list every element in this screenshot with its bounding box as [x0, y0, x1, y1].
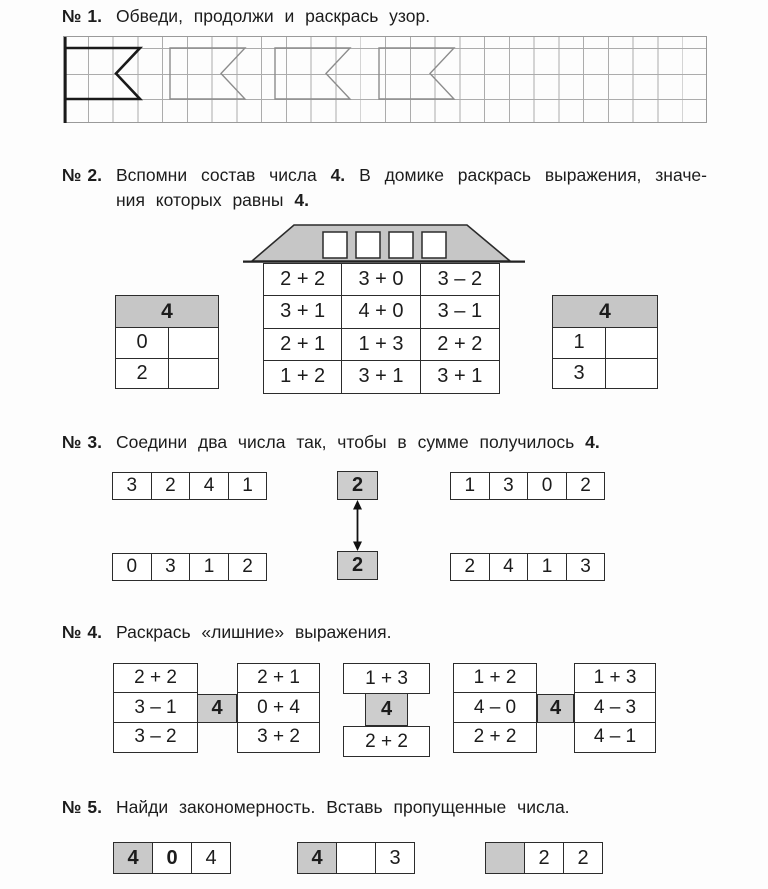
composition-table-left [115, 295, 219, 389]
number-cell: 2 [525, 843, 564, 873]
house-table [263, 263, 500, 394]
answer-cell[interactable] [169, 359, 218, 389]
table-row [116, 358, 218, 389]
task5-title [62, 795, 570, 820]
answer-cell[interactable] [486, 843, 525, 873]
task1-number: № 1. [62, 6, 102, 26]
number-cell[interactable]: 3 [580, 556, 591, 577]
expression-column [237, 663, 320, 753]
expression-cell[interactable]: 3 – 1 [114, 693, 197, 722]
pattern-strip-2 [297, 842, 415, 874]
roof-window [422, 232, 446, 258]
number-cell[interactable]: 4 [490, 554, 529, 580]
number-strip-top-left [112, 472, 267, 500]
given-number-cell: 4 [114, 843, 153, 873]
roof-shape [252, 225, 510, 261]
given-number-cell: 1 [553, 328, 606, 358]
expression-cell[interactable]: 1 + 2 [264, 361, 342, 393]
given-center-cell: 2 [337, 471, 378, 500]
given-center-cell: 2 [337, 551, 378, 580]
table-header: 4 [116, 296, 218, 328]
answer-cell[interactable] [169, 328, 218, 358]
number-cell: 0 [153, 843, 192, 873]
number-cell: 4 [205, 846, 217, 869]
number-cell[interactable]: 3 [152, 554, 191, 580]
task2-text-line2: ния которых равны 4. [116, 190, 309, 210]
table-row [553, 328, 657, 358]
number-cell: 3 [389, 846, 401, 869]
expression-cell[interactable]: 1 + 3 [365, 667, 408, 689]
house-roof [238, 219, 530, 266]
expression-column [574, 663, 656, 753]
expression-cell[interactable]: 3 + 1 [342, 361, 420, 393]
number-cell[interactable]: 2 [451, 554, 490, 580]
expression-cell[interactable]: 1 + 2 [454, 664, 536, 693]
expression-cell[interactable]: 2 + 1 [238, 664, 319, 693]
pattern-strip-3 [485, 842, 603, 874]
roof-window [389, 232, 413, 258]
given-center-cell: 4 [537, 694, 574, 723]
expression-cell[interactable]: 4 – 1 [593, 726, 637, 748]
expression-cell[interactable]: 1 + 3 [575, 664, 655, 693]
expression-cell[interactable]: 3 – 2 [134, 726, 177, 748]
number-cell: 2 [577, 846, 589, 869]
roof-window [356, 232, 380, 258]
expression-cell[interactable]: 4 – 3 [575, 693, 655, 722]
task4-title [62, 620, 392, 645]
flag-shape [170, 48, 245, 99]
number-cell[interactable]: 0 [528, 473, 567, 499]
table-header: 4 [553, 296, 657, 328]
task5-number: № 5. [62, 797, 102, 817]
expression-cell[interactable]: 3 – 2 [421, 264, 499, 296]
task4-text: Раскрась «лишние» выражения. [116, 622, 392, 642]
given-center-cell: 4 [197, 694, 237, 723]
task2-title [62, 163, 707, 213]
expression-box [343, 726, 430, 757]
composition-table-right [552, 295, 658, 389]
answer-cell[interactable] [337, 843, 376, 873]
expression-cell[interactable]: 3 + 1 [437, 365, 483, 388]
expression-cell[interactable]: 2 + 2 [114, 664, 197, 693]
number-cell[interactable]: 2 [242, 556, 253, 577]
task1-text: Обведи, продолжи и раскрась узор. [116, 6, 431, 26]
expression-cell[interactable]: 4 + 0 [342, 296, 420, 328]
flag-shape-bold [65, 48, 140, 99]
given-number-cell: 4 [298, 843, 337, 873]
number-strip-bottom-right [450, 553, 605, 581]
number-strip-top-right [450, 472, 605, 500]
number-strip-bottom-left [112, 553, 267, 581]
task3-title [62, 430, 600, 455]
task2-number: № 2. [62, 165, 102, 185]
task4-number: № 4. [62, 622, 102, 642]
expression-cell[interactable]: 2 + 2 [264, 264, 342, 296]
number-cell[interactable]: 1 [528, 554, 567, 580]
expression-column [113, 663, 198, 753]
given-number-cell: 2 [116, 359, 169, 389]
expression-box [343, 663, 430, 694]
number-cell[interactable]: 2 [580, 475, 591, 496]
table-row [553, 358, 657, 389]
double-arrow-icon [350, 500, 365, 551]
expression-cell[interactable]: 2 + 2 [421, 329, 499, 361]
task2-text-line1: Вспомни состав числа 4. В домике раскрась выражения, значе- [116, 165, 707, 185]
expression-cell[interactable]: 3 + 1 [264, 296, 342, 328]
table-row [116, 328, 218, 358]
expression-cell[interactable]: 0 + 4 [238, 693, 319, 722]
given-number-cell: 0 [116, 328, 169, 358]
expression-cell[interactable]: 4 – 0 [454, 693, 536, 722]
pattern-strip-1 [113, 842, 231, 874]
number-cell[interactable]: 1 [451, 473, 490, 499]
task2-text [116, 163, 707, 213]
roof-window [323, 232, 347, 258]
flag-pattern-icon [64, 37, 708, 124]
expression-cell[interactable]: 3 + 2 [257, 726, 300, 748]
expression-cell[interactable]: 2 + 2 [473, 726, 517, 748]
task3-number: № 3. [62, 432, 102, 452]
expression-cell[interactable]: 2 + 2 [365, 730, 408, 752]
flag-shape [275, 48, 350, 99]
expression-column [453, 663, 537, 753]
expression-cell[interactable]: 3 – 1 [421, 296, 499, 328]
given-number-cell: 3 [553, 359, 606, 389]
task5-text: Найди закономерность. Вставь пропущенные числа. [116, 797, 570, 817]
given-center-cell: 4 [365, 693, 408, 726]
task3-text: Соедини два числа так, чтобы в сумме получилось 4. [116, 432, 600, 452]
number-cell[interactable]: 4 [190, 473, 229, 499]
number-cell[interactable]: 1 [190, 554, 229, 580]
pattern-grid[interactable] [63, 36, 707, 123]
flag-shape [379, 48, 454, 99]
expression-cell[interactable]: 1 + 3 [342, 329, 420, 361]
number-cell[interactable]: 2 [152, 473, 191, 499]
number-cell[interactable]: 3 [490, 473, 529, 499]
number-cell[interactable]: 3 [113, 473, 152, 499]
expression-cell[interactable]: 2 + 1 [264, 329, 342, 361]
number-cell[interactable]: 1 [242, 475, 253, 496]
task1-title [62, 4, 430, 29]
answer-cell[interactable] [606, 359, 657, 389]
number-cell[interactable]: 0 [113, 554, 152, 580]
answer-cell[interactable] [606, 328, 657, 358]
expression-cell[interactable]: 3 + 0 [342, 264, 420, 296]
